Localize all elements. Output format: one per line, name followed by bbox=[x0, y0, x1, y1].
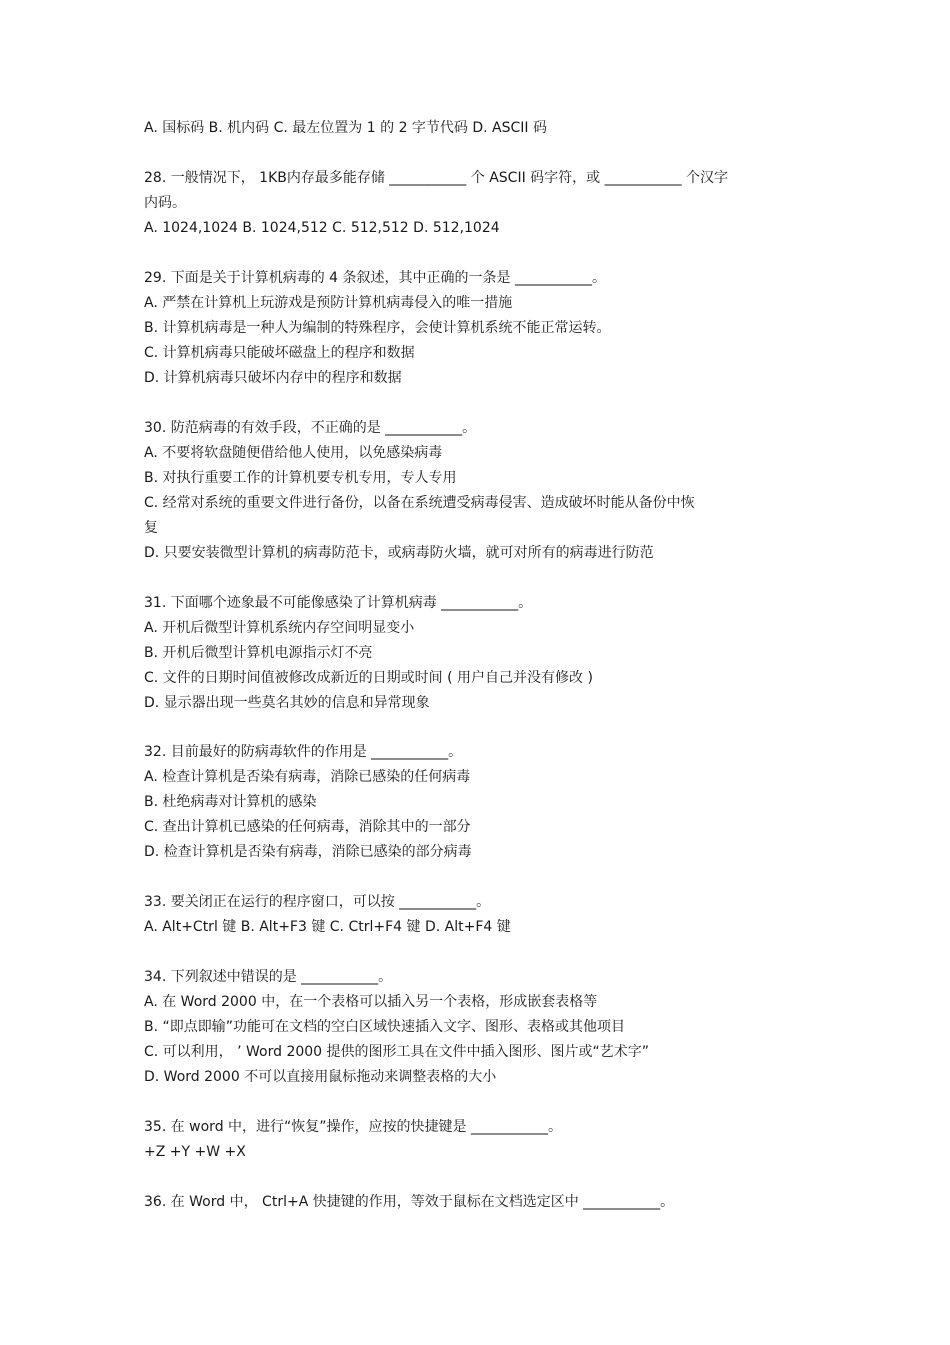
text-line: A. 检查计算机是否染有病毒，消除已感染的任何病毒 bbox=[144, 769, 471, 785]
text-line: D. 计算机病毒只破坏内存中的程序和数据 bbox=[144, 370, 402, 386]
text-line: 复 bbox=[144, 520, 158, 536]
text-line: D. Word 2000 不可以直接用鼠标拖动来调整表格的大小 bbox=[144, 1069, 497, 1085]
text-line: 29. 下面是关于计算机病毒的 4 条叙述，其中正确的一条是 ___________。 bbox=[144, 270, 606, 286]
text-line: C. 计算机病毒只能破坏磁盘上的程序和数据 bbox=[144, 345, 415, 361]
text-line: C. 文件的日期时间值被修改成新近的日期或时间 ( 用户自己并没有修改 ) bbox=[144, 670, 593, 686]
text-line: C. 可以利用， ’ Word 2000 提供的图形工具在文件中插入图形、图片或“艺术字” bbox=[144, 1044, 650, 1060]
text-line: D. 只要安装微型计算机的病毒防范卡，或病毒防火墙，就可对所有的病毒进行防范 bbox=[144, 545, 654, 561]
text-line: 32. 目前最好的防病毒软件的作用是 ___________。 bbox=[144, 744, 463, 760]
text-line: A. 国标码 B. 机内码 C. 最左位置为 1 的 2 字节代码 D. ASCII 码 bbox=[144, 120, 548, 136]
text-line: A. 1024,1024 B. 1024,512 C. 512,512 D. 512,1024 bbox=[144, 220, 500, 236]
text-line: 36. 在 Word 中， Ctrl+A 快捷键的作用，等效于鼠标在文档选定区中 ___________。 bbox=[144, 1194, 675, 1210]
text-line: 30. 防范病毒的有效手段，不正确的是 ___________。 bbox=[144, 420, 477, 436]
text-line: D. 检查计算机是否染有病毒，消除已感染的部分病毒 bbox=[144, 844, 472, 860]
text-line: B. 对执行重要工作的计算机要专机专用，专人专用 bbox=[144, 470, 457, 486]
text-line: A. Alt+Ctrl 键 B. Alt+F3 键 C. Ctrl+F4 键 D. Alt+F4 键 bbox=[144, 919, 511, 935]
text-line: 28. 一般情况下， 1KB内存最多能存储 ___________ 个 ASCII 码字符，或 ___________ 个汉字 bbox=[144, 170, 729, 186]
text-line: B. 开机后微型计算机电源指示灯不亮 bbox=[144, 645, 373, 661]
text-line: C. 经常对系统的重要文件进行备份，以备在系统遭受病毒侵害、造成破坏时能从备份中恢 bbox=[144, 495, 695, 511]
text-line: 33. 要关闭正在运行的程序窗口，可以按 ___________。 bbox=[144, 894, 491, 910]
text-line: C. 查出计算机已感染的任何病毒，消除其中的一部分 bbox=[144, 819, 471, 835]
text-line: 34. 下列叙述中错误的是 ___________。 bbox=[144, 969, 393, 985]
text-line: +Z +Y +W +X bbox=[144, 1144, 246, 1160]
text-line: D. 显示器出现一些莫名其妙的信息和异常现象 bbox=[144, 695, 430, 711]
text-line: 35. 在 word 中，进行“恢复”操作，应按的快捷键是 ___________。 bbox=[144, 1119, 562, 1135]
text-line: A. 严禁在计算机上玩游戏是预防计算机病毒侵入的唯一措施 bbox=[144, 295, 513, 311]
text-line: B. “即点即输”功能可在文档的空白区域快速插入文字、图形、表格或其他项目 bbox=[144, 1019, 626, 1035]
text-line: B. 计算机病毒是一种人为编制的特殊程序，会使计算机系统不能正常运转。 bbox=[144, 320, 611, 336]
text-line: 内码。 bbox=[144, 195, 186, 211]
text-line: A. 开机后微型计算机系统内存空间明显变小 bbox=[144, 620, 415, 636]
text-line: 31. 下面哪个迹象最不可能像感染了计算机病毒 ___________。 bbox=[144, 595, 533, 611]
text-line: A. 不要将软盘随便借给他人使用，以免感染病毒 bbox=[144, 445, 443, 461]
text-line: A. 在 Word 2000 中，在一个表格可以插入另一个表格，形成嵌套表格等 bbox=[144, 994, 598, 1010]
text-line: B. 杜绝病毒对计算机的感染 bbox=[144, 794, 317, 810]
